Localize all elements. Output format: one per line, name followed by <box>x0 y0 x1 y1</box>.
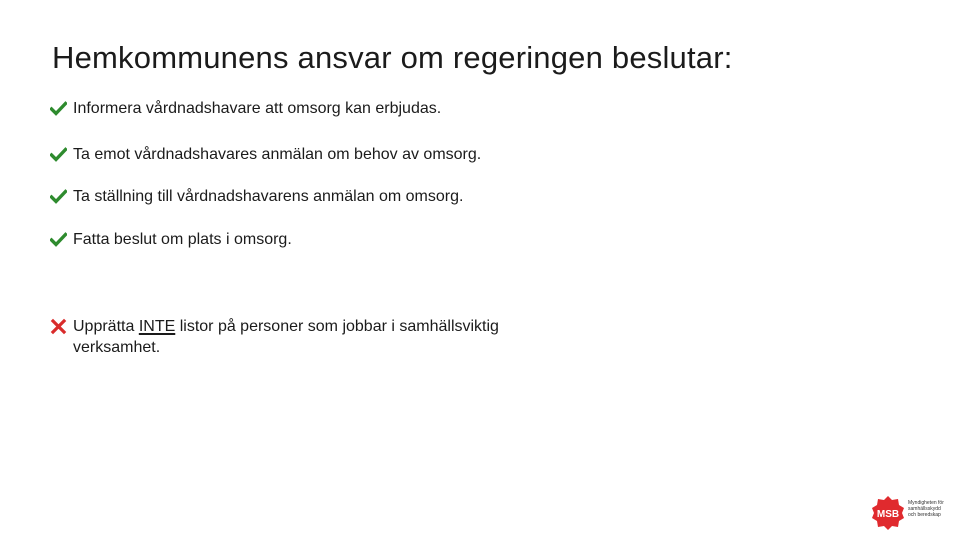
check-icon <box>50 188 67 205</box>
list-item <box>50 144 610 165</box>
check-icon <box>50 231 67 248</box>
logo-text <box>908 500 956 518</box>
list-item <box>50 316 570 358</box>
cross-icon <box>50 318 67 335</box>
list-item-text-end: listor på personer som jobbar i samhällsviktig verksamhet. <box>73 318 499 356</box>
slide-title: Hemkommunens ansvar om regeringen beslutar: <box>52 40 733 75</box>
list-item <box>50 186 610 207</box>
list-item-text-start: Upprätta <box>73 318 139 335</box>
logo-line: samhällsskydd <box>908 506 941 512</box>
logo-line: Myndigheten för <box>908 500 944 506</box>
emphasis-text: INTE <box>138 318 176 335</box>
logo-mark-text: MSB <box>876 509 900 520</box>
list-item-text <box>50 316 570 358</box>
check-icon <box>50 100 67 117</box>
list-item-text: Informera vårdnadshavare att omsorg kan erbjudas. <box>73 100 442 117</box>
list-item-text: Fatta beslut om plats i omsorg. <box>73 231 292 248</box>
list-item <box>50 98 610 119</box>
msb-logo-icon <box>870 495 906 531</box>
list-item-text: Ta ställning till vårdnadshavarens anmälan om omsorg. <box>73 188 464 205</box>
list-item <box>50 229 610 250</box>
msb-logo <box>870 495 955 533</box>
check-icon <box>50 146 67 163</box>
logo-line: och beredskap <box>908 512 941 518</box>
list-item-text: Ta emot vårdnadshavares anmälan om behov av omsorg. <box>73 146 482 163</box>
